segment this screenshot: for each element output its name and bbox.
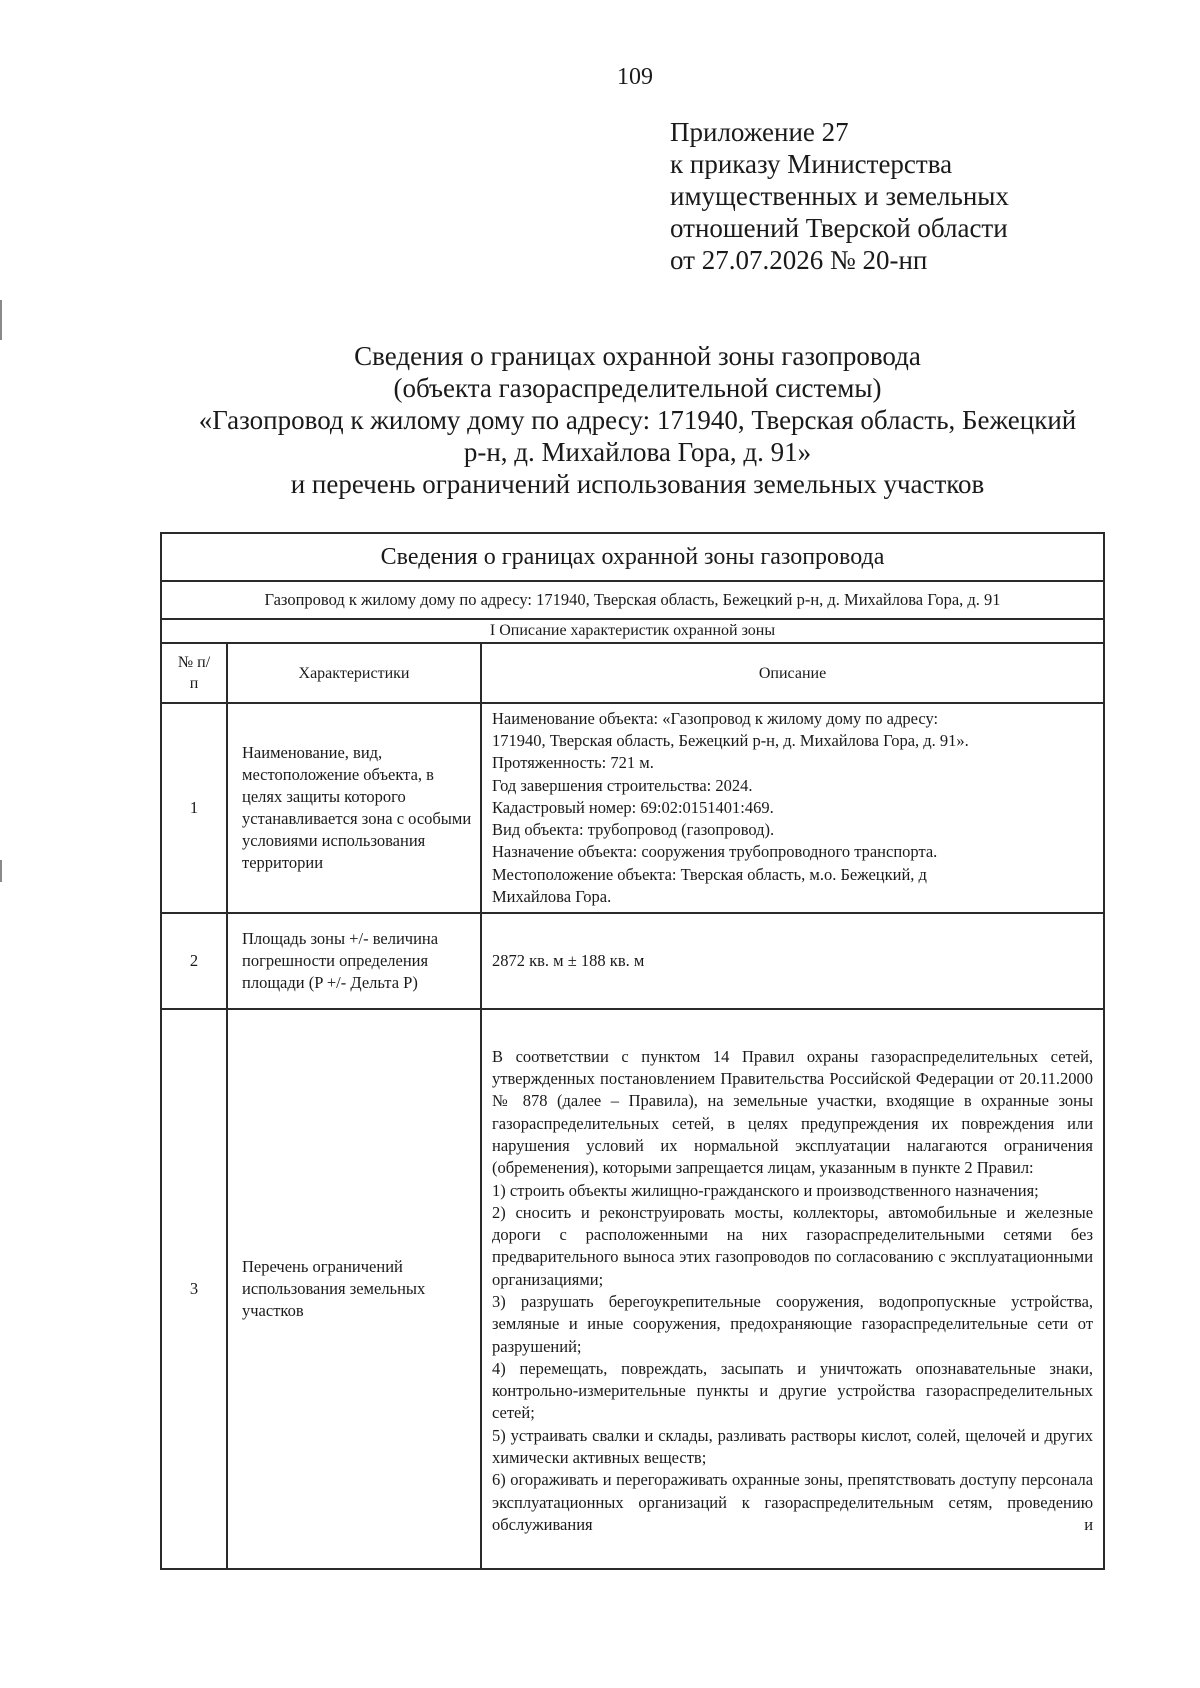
row-number: 1 — [161, 703, 227, 913]
object-name-line: Газопровод к жилому дому по адресу: 171940, Тверская область, Бежецкий р-н, д. Михайлова Гора, д. 91 — [161, 581, 1104, 619]
table-row — [161, 1009, 1104, 1569]
description-line: Кадастровый номер: 69:02:0151401:469. — [492, 797, 774, 817]
appendix-line: отношений Тверской области — [670, 213, 1008, 243]
row-characteristic: Площадь зоны +/- величина погрешности определения площади (P +/- Дельта P) — [227, 913, 481, 1009]
description-paragraph: 3) разрушать берегоукрепительные сооружения, водопропускные устройства, земляные и иные сооружения, предохраняющие газораспределительные сети от разрушений; — [492, 1292, 1094, 1356]
row-characteristic: Перечень ограничений использования земельных участков — [227, 1009, 481, 1569]
description-line: Назначение объекта: сооружения трубопроводного транспорта. — [492, 842, 938, 862]
title-line: (объекта газораспределительной системы) — [393, 373, 882, 403]
description-paragraph: 1) строить объекты жилищно-гражданского и производственного назначения; — [492, 1180, 1039, 1200]
title-line: Сведения о границах охранной зоны газопровода — [354, 341, 921, 371]
header-description: Описание — [481, 643, 1104, 703]
appendix-line: Приложение 27 — [670, 117, 849, 147]
row-description — [481, 1009, 1104, 1569]
zone-table — [160, 532, 1105, 1570]
table-row — [161, 703, 1104, 913]
description-line: Местоположение объекта: Тверская область, м.о. Бежецкий, д — [492, 864, 927, 884]
document-title — [150, 340, 1125, 500]
description-paragraph: В соответствии с пунктом 14 Правил охраны газораспределительных сетей, утвержденных постановлением Правительства Российской Федерации от 20.11.2000 № 878 (далее – Правила), на земельные участки, входящие в охранные зоны газораспределительных сетей, в целях предупреждения их повреждения или нарушения условий их нормальной эксплуатации налагаются ограничения (обременения), которыми запрещается лицам, указанным в пункте 2 Правил: — [492, 1046, 1094, 1178]
scan-margin-mark — [0, 300, 2, 340]
appendix-line: имущественных и земельных — [670, 181, 1009, 211]
appendix-line: к приказу Министерства — [670, 149, 953, 179]
header-num: № п/п — [161, 643, 227, 703]
appendix-line: от 27.07.2026 № 20-нп — [670, 245, 928, 275]
header-characteristics: Характеристики — [227, 643, 481, 703]
title-line: и перечень ограничений использования земельных участков — [290, 469, 985, 499]
appendix-block — [670, 116, 1009, 276]
description-paragraph: 2) сносить и реконструировать мосты, коллекторы, автомобильные и железные дороги с расположенными на них газораспределительными сетями без предварительного выноса этих газопроводов по согласованию с эксплуатационными организациями; — [492, 1202, 1094, 1289]
description-line: Наименование объекта: «Газопровод к жилому дому по адресу: — [492, 708, 939, 728]
row-description — [481, 703, 1104, 913]
section-title: I Описание характеристик охранной зоны — [161, 619, 1104, 643]
description-paragraph: 5) устраивать свалки и склады, разливать растворы кислот, солей, щелочей и других химически активных веществ; — [492, 1425, 1094, 1468]
description-paragraph: 4) перемещать, повреждать, засыпать и уничтожать опознавательные знаки, контрольно-измерительные пункты и другие устройства газораспределительных сетей; — [492, 1358, 1094, 1423]
description-paragraph: 6) огораживать и перегораживать охранные зоны, препятствовать доступу персонала эксплуатационных организаций к газораспределительным сетям, проведению обслуживания и — [492, 1470, 1094, 1534]
row-characteristic: Наименование, вид, местоположение объекта, в целях защиты которого устанавливается зона с особыми условиями использования территории — [227, 703, 481, 913]
title-line: р-н, д. Михайлова Гора, д. 91» — [463, 437, 812, 467]
description-line: 171940, Тверская область, Бежецкий р-н, д. Михайлова Гора, д. 91». — [492, 730, 969, 750]
table-row — [161, 913, 1104, 1009]
page-number: 109 — [617, 64, 653, 90]
row-number: 3 — [161, 1009, 227, 1569]
title-line: «Газопровод к жилому дому по адресу: 171940, Тверская область, Бежецкий — [198, 405, 1077, 435]
row-number: 2 — [161, 913, 227, 1009]
scan-margin-mark — [0, 860, 2, 882]
description-line: Михайлова Гора. — [492, 887, 612, 907]
table-caption: Сведения о границах охранной зоны газопровода — [161, 533, 1104, 581]
row-description: 2872 кв. м ± 188 кв. м — [481, 913, 1104, 1009]
description-line: Протяженность: 721 м. — [492, 753, 654, 773]
description-line: Вид объекта: трубопровод (газопровод). — [492, 820, 775, 840]
description-line: Год завершения строительства: 2024. — [492, 775, 753, 795]
